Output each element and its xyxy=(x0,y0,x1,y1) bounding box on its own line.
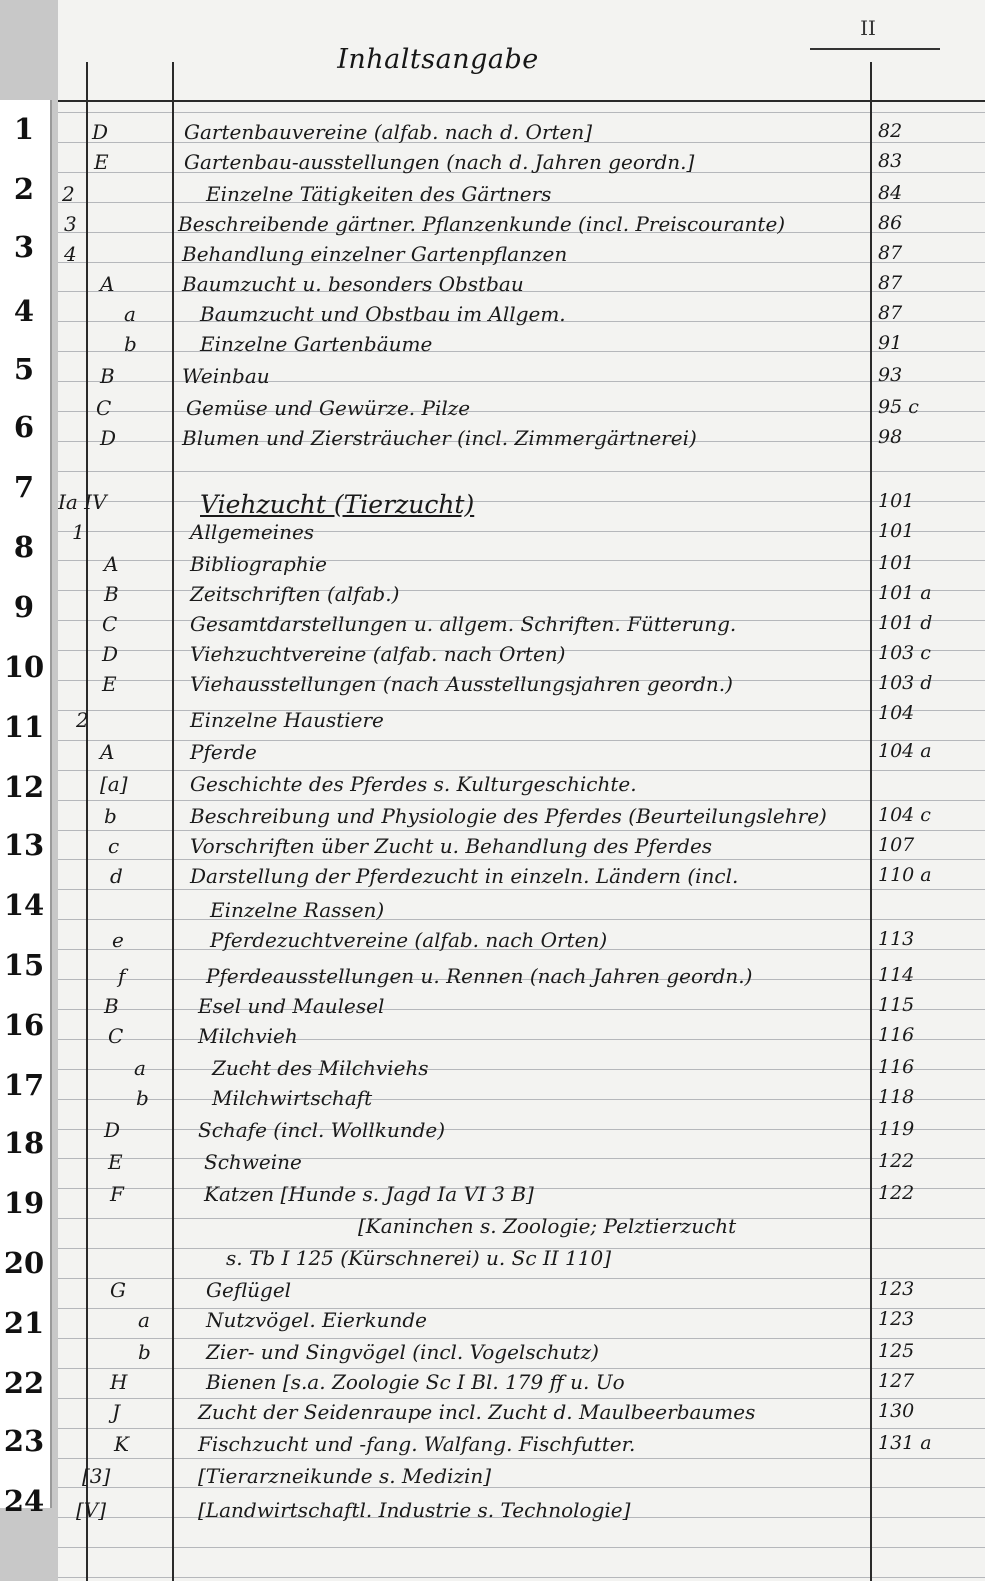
entry-page: 113 xyxy=(878,928,915,950)
entry-mark: D xyxy=(104,1118,121,1142)
index-entry xyxy=(58,120,985,150)
entry-mark: c xyxy=(108,834,120,858)
entry-page: 82 xyxy=(878,120,903,142)
line-number: 13 xyxy=(3,828,45,862)
entry-text: Zeitschriften (alfab.) xyxy=(190,582,400,606)
line-number: 15 xyxy=(3,948,45,982)
index-entry xyxy=(58,1056,985,1086)
entry-mark: b xyxy=(124,332,137,356)
entry-mark: E xyxy=(94,150,109,174)
entry-page: 118 xyxy=(878,1086,915,1108)
entry-mark: 3 xyxy=(64,212,77,236)
entry-page: 122 xyxy=(878,1150,915,1172)
index-entry xyxy=(58,364,985,394)
entry-mark: H xyxy=(110,1370,128,1394)
line-number: 19 xyxy=(3,1186,45,1220)
entry-text: Pferdeausstellungen u. Rennen (nach Jahren geordn.) xyxy=(206,964,753,988)
ruled-line xyxy=(58,471,985,472)
entry-text: Einzelne Gartenbäume xyxy=(200,332,433,356)
index-entry xyxy=(58,1464,985,1494)
entry-text: Schafe (incl. Wollkunde) xyxy=(198,1118,446,1142)
entry-page: 101 d xyxy=(878,612,933,634)
index-entry xyxy=(58,1182,985,1212)
entry-text: Schweine xyxy=(204,1150,302,1174)
entry-text: Beschreibende gärtner. Pflanzenkunde (incl. Preiscourante) xyxy=(178,212,786,236)
line-number: 20 xyxy=(3,1246,45,1280)
page-marker-rule xyxy=(810,48,940,50)
line-number: 14 xyxy=(3,888,45,922)
line-number: 8 xyxy=(13,530,35,564)
index-entry xyxy=(58,994,985,1024)
line-number: 21 xyxy=(3,1306,45,1340)
line-number: 22 xyxy=(3,1366,45,1400)
line-number: 17 xyxy=(3,1068,45,1102)
index-entry xyxy=(58,1340,985,1370)
entry-text: Weinbau xyxy=(182,364,270,388)
entry-page: 83 xyxy=(878,150,903,172)
index-entry xyxy=(58,552,985,582)
entry-mark: D xyxy=(102,642,119,666)
entry-mark: a xyxy=(124,302,136,326)
index-entry xyxy=(58,708,985,738)
index-entry xyxy=(58,1498,985,1528)
entry-page: 86 xyxy=(878,212,903,234)
index-entry xyxy=(58,1150,985,1180)
index-entry xyxy=(58,1370,985,1400)
entry-text: Einzelne Rassen) xyxy=(210,898,385,922)
entry-text: Allgemeines xyxy=(190,520,315,544)
index-entry xyxy=(58,426,985,456)
index-entry xyxy=(58,1086,985,1116)
entry-mark: D xyxy=(92,120,109,144)
entry-text: Viehzuchtvereine (alfab. nach Orten) xyxy=(190,642,566,666)
index-entry xyxy=(58,1432,985,1462)
entry-text: Gemüse und Gewürze. Pilze xyxy=(186,396,471,420)
entry-text: Bibliographie xyxy=(190,552,327,576)
ledger-page xyxy=(58,0,985,1581)
entry-page: 104 a xyxy=(878,740,932,762)
entry-mark: C xyxy=(108,1024,124,1048)
entry-mark: [a] xyxy=(100,772,128,796)
entry-text: Esel und Maulesel xyxy=(198,994,385,1018)
entry-mark: a xyxy=(138,1308,150,1332)
entry-page: 101 a xyxy=(878,582,932,604)
line-number: 7 xyxy=(13,470,35,504)
entry-text: Einzelne Tätigkeiten des Gärtners xyxy=(206,182,552,206)
entry-text: s. Tb I 125 (Kürschnerei) u. Sc II 110] xyxy=(226,1246,612,1270)
entry-page: 107 xyxy=(878,834,915,856)
entry-mark: 1 xyxy=(72,520,85,544)
entry-mark: Ia IV xyxy=(58,490,107,514)
index-entry xyxy=(58,864,985,894)
entry-mark: B xyxy=(104,582,119,606)
entry-text: [Kaninchen s. Zoologie; Pelztierzucht xyxy=(358,1214,737,1238)
index-entry xyxy=(58,1118,985,1148)
entry-mark: f xyxy=(118,964,126,988)
entry-mark: [V] xyxy=(76,1498,107,1522)
entry-page: 116 xyxy=(878,1056,915,1078)
entry-page: 98 xyxy=(878,426,903,448)
index-entry xyxy=(58,150,985,180)
entry-page: 91 xyxy=(878,332,903,354)
entry-mark: A xyxy=(100,272,115,296)
ruled-line xyxy=(58,770,985,771)
entry-page: 104 c xyxy=(878,804,931,826)
entry-mark: K xyxy=(114,1432,129,1456)
entry-text: Bienen [s.a. Zoologie Sc I Bl. 179 ff u. Uo xyxy=(206,1370,625,1394)
entry-mark: E xyxy=(108,1150,123,1174)
index-entry xyxy=(58,834,985,864)
entry-page: 101 xyxy=(878,552,915,574)
entry-page: 127 xyxy=(878,1370,915,1392)
entry-text: Geflügel xyxy=(206,1278,292,1302)
entry-mark: D xyxy=(100,426,117,450)
entry-page: 110 a xyxy=(878,864,932,886)
index-entry xyxy=(58,772,985,802)
entry-text: Nutzvögel. Eierkunde xyxy=(206,1308,427,1332)
entry-page: 130 xyxy=(878,1400,915,1422)
line-number: 3 xyxy=(13,230,35,264)
entry-text: Viehzucht (Tierzucht) xyxy=(200,490,475,519)
page-title: Inhaltsangabe xyxy=(337,44,539,75)
index-entry xyxy=(58,642,985,672)
entry-page: 104 xyxy=(878,702,915,724)
entry-mark: E xyxy=(102,672,117,696)
entry-text: Zucht des Milchviehs xyxy=(212,1056,429,1080)
entry-mark: B xyxy=(104,994,119,1018)
index-entry xyxy=(58,964,985,994)
entry-text: Zier- und Singvögel (incl. Vogelschutz) xyxy=(206,1340,599,1364)
index-entry xyxy=(58,332,985,362)
entry-text: Milchvieh xyxy=(198,1024,298,1048)
line-number: 6 xyxy=(13,410,35,444)
ruled-line xyxy=(58,112,985,113)
index-entry xyxy=(58,612,985,642)
index-entry xyxy=(58,1308,985,1338)
entry-page: 115 xyxy=(878,994,915,1016)
entry-text: Milchwirtschaft xyxy=(212,1086,373,1110)
index-entry xyxy=(58,1024,985,1054)
index-entry xyxy=(58,242,985,272)
index-entry xyxy=(58,672,985,702)
entry-page: 103 c xyxy=(878,642,931,664)
entry-page: 87 xyxy=(878,272,903,294)
entry-page: 119 xyxy=(878,1118,915,1140)
entry-text: Gesamtdarstellungen u. allgem. Schriften. Fütterung. xyxy=(190,612,737,636)
index-entry xyxy=(58,1400,985,1430)
entry-text: Beschreibung und Physiologie des Pferdes (Beurteilungslehre) xyxy=(190,804,827,828)
index-entry xyxy=(58,520,985,550)
index-entry xyxy=(58,302,985,332)
entry-page: 123 xyxy=(878,1278,915,1300)
entry-mark: F xyxy=(110,1182,124,1206)
entry-mark: B xyxy=(100,364,115,388)
entry-mark: b xyxy=(104,804,117,828)
entry-text: Blumen und Ziersträucher (incl. Zimmergärtnerei) xyxy=(182,426,697,450)
line-number: 4 xyxy=(13,294,35,328)
entry-page: 116 xyxy=(878,1024,915,1046)
line-number: 10 xyxy=(3,650,45,684)
entry-page: 114 xyxy=(878,964,915,986)
entry-mark: A xyxy=(104,552,119,576)
entry-text: Baumzucht und Obstbau im Allgem. xyxy=(200,302,566,326)
index-entry xyxy=(58,182,985,212)
line-number: 18 xyxy=(3,1126,45,1160)
index-entry xyxy=(58,1246,985,1276)
index-entry xyxy=(58,804,985,834)
entry-mark: 2 xyxy=(62,182,75,206)
header-rule xyxy=(58,100,985,102)
entry-page: 93 xyxy=(878,364,903,386)
entry-page: 123 xyxy=(878,1308,915,1330)
entry-mark: C xyxy=(102,612,118,636)
entry-mark: J xyxy=(112,1400,121,1424)
entry-page: 95 c xyxy=(878,396,919,418)
entry-page: 131 a xyxy=(878,1432,932,1454)
entry-mark: 2 xyxy=(76,708,89,732)
entry-text: Darstellung der Pferdezucht in einzeln. Ländern (incl. xyxy=(190,864,739,888)
line-number: 5 xyxy=(13,352,35,386)
page-marker: II xyxy=(860,16,876,40)
line-number: 16 xyxy=(3,1008,45,1042)
entry-text: Behandlung einzelner Gartenpflanzen xyxy=(182,242,568,266)
line-number: 2 xyxy=(13,172,35,206)
entry-mark: d xyxy=(110,864,123,888)
line-number: 11 xyxy=(3,710,45,744)
entry-mark: e xyxy=(112,928,124,952)
entry-text: Katzen [Hunde s. Jagd Ia VI 3 B] xyxy=(204,1182,534,1206)
entry-text: Gartenbau-ausstellungen (nach d. Jahren geordn.] xyxy=(184,150,695,174)
index-entry xyxy=(58,1214,985,1244)
entry-text: Viehausstellungen (nach Ausstellungsjahren geordn.) xyxy=(190,672,733,696)
entry-mark: C xyxy=(96,396,112,420)
entry-page: 101 xyxy=(878,520,915,542)
line-number: 23 xyxy=(3,1424,45,1458)
entry-mark: [3] xyxy=(82,1464,111,1488)
entry-mark: A xyxy=(100,740,115,764)
ruled-line xyxy=(58,1338,985,1339)
entry-text: Baumzucht u. besonders Obstbau xyxy=(182,272,524,296)
entry-text: Geschichte des Pferdes s. Kulturgeschichte. xyxy=(190,772,637,796)
entry-page: 101 xyxy=(878,490,915,512)
entry-text: Pferde xyxy=(190,740,257,764)
index-entry xyxy=(58,490,985,520)
entry-page: 103 d xyxy=(878,672,933,694)
entry-mark: b xyxy=(136,1086,149,1110)
entry-mark: 4 xyxy=(64,242,77,266)
line-number: 24 xyxy=(3,1484,45,1518)
index-entry xyxy=(58,212,985,242)
index-entry xyxy=(58,740,985,770)
entry-page: 125 xyxy=(878,1340,915,1362)
entry-page: 87 xyxy=(878,242,903,264)
entry-page: 87 xyxy=(878,302,903,324)
entry-text: Zucht der Seidenraupe incl. Zucht d. Maulbeerbaumes xyxy=(198,1400,756,1424)
entry-text: Pferdezuchtvereine (alfab. nach Orten) xyxy=(210,928,608,952)
entry-text: Gartenbauvereine (alfab. nach d. Orten] xyxy=(184,120,593,144)
index-entry xyxy=(58,898,985,928)
entry-text: Einzelne Haustiere xyxy=(190,708,384,732)
entry-page: 84 xyxy=(878,182,903,204)
index-entry xyxy=(58,396,985,426)
entry-text: [Landwirtschaftl. Industrie s. Technologie] xyxy=(198,1498,631,1522)
line-number: 9 xyxy=(13,590,35,624)
entry-text: Fischzucht und -fang. Walfang. Fischfutter. xyxy=(198,1432,636,1456)
index-entry xyxy=(58,1278,985,1308)
entry-mark: G xyxy=(110,1278,126,1302)
line-number: 1 xyxy=(13,112,35,146)
index-entry xyxy=(58,272,985,302)
entry-text: [Tierarzneikunde s. Medizin] xyxy=(198,1464,492,1488)
index-entry xyxy=(58,582,985,612)
index-entry xyxy=(58,928,985,958)
ruled-line xyxy=(58,1577,985,1578)
entry-text: Vorschriften über Zucht u. Behandlung des Pferdes xyxy=(190,834,713,858)
entry-mark: b xyxy=(138,1340,151,1364)
line-number: 12 xyxy=(3,770,45,804)
entry-page: 122 xyxy=(878,1182,915,1204)
entry-mark: a xyxy=(134,1056,146,1080)
ruled-line xyxy=(58,1547,985,1548)
